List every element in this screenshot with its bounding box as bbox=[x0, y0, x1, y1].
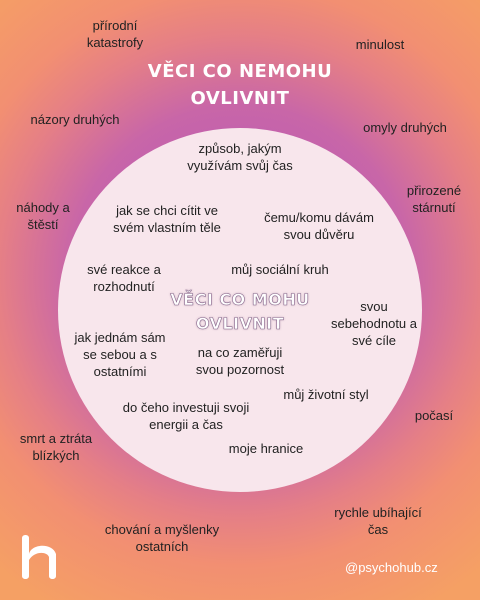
outer-item: minulost bbox=[355, 37, 405, 52]
outer-item: přírodní katastrofy bbox=[86, 18, 144, 50]
outer-item: přirozené stárnutí bbox=[406, 183, 462, 215]
inner-item: čemu/komu dávám svou důvěru bbox=[264, 210, 374, 242]
inner-heading: VĚCI CO MOHU OVLIVNIT bbox=[170, 290, 310, 333]
inner-item: způsob, jakým využívám svůj čas bbox=[187, 141, 293, 173]
outer-item: náhody a štěstí bbox=[16, 200, 70, 232]
inner-item: do čeho investuji svoji energii a čas bbox=[122, 400, 250, 432]
inner-item: svou sebehodnotu a své cíle bbox=[330, 299, 418, 348]
inner-item: jak jednám sám se sebou a s ostatními bbox=[74, 330, 166, 379]
inner-item: můj životní styl bbox=[283, 387, 369, 402]
outer-item: smrt a ztráta blízkých bbox=[19, 431, 93, 463]
social-handle: @psychohub.cz bbox=[345, 560, 438, 575]
outer-item: omyly druhých bbox=[363, 120, 447, 135]
inner-item: na co zaměřuji svou pozornost bbox=[195, 345, 285, 377]
outer-item: názory druhých bbox=[30, 112, 120, 127]
outer-item: rychle ubíhající čas bbox=[334, 505, 422, 537]
outer-heading: VĚCI CO NEMOHU OVLIVNIT bbox=[147, 61, 333, 109]
outer-item: chování a myšlenky ostatních bbox=[104, 522, 220, 554]
outer-item: počasí bbox=[414, 408, 454, 423]
psychohub-logo-icon bbox=[18, 532, 68, 580]
inner-item: moje hranice bbox=[228, 441, 304, 456]
inner-item: můj sociální kruh bbox=[231, 262, 329, 277]
inner-item: jak se chci cítit ve svém vlastním těle bbox=[113, 203, 221, 235]
inner-item: své reakce a rozhodnutí bbox=[87, 262, 161, 294]
